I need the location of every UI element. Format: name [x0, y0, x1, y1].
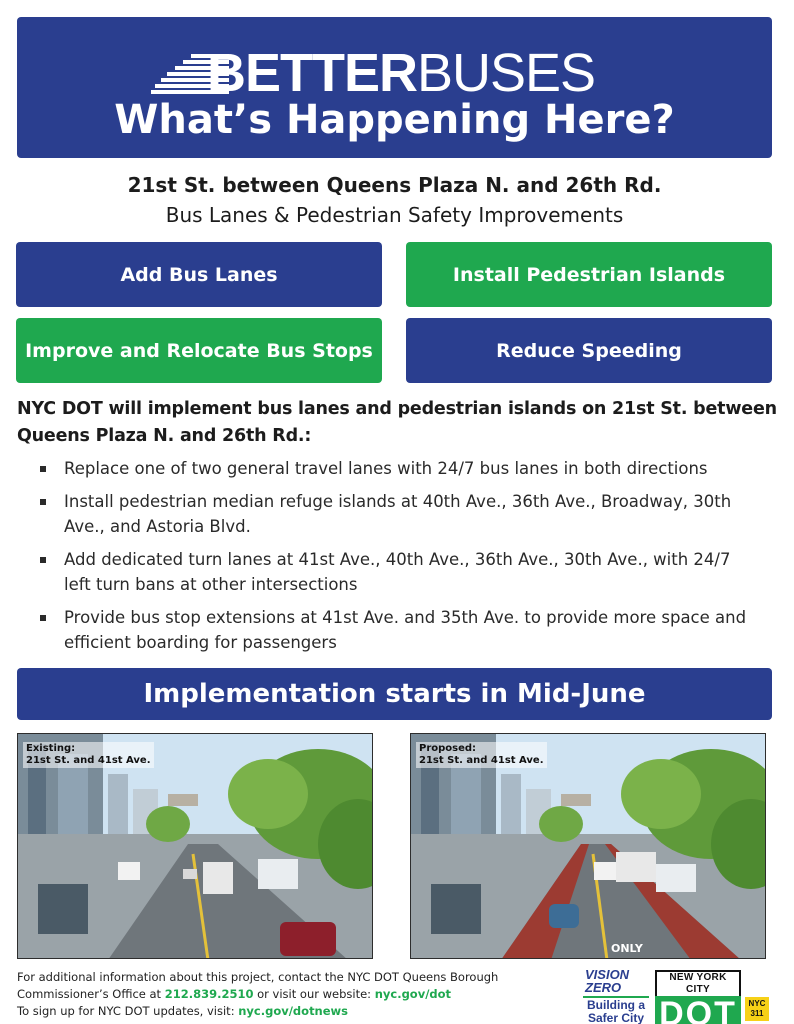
label-line: Proposed:	[419, 743, 477, 754]
improve-bus-stops-tile: Improve and Relocate Bus Stops	[16, 318, 382, 383]
dot-logo-top: NEW YORK CITY	[655, 970, 741, 996]
label-line: 21st St. and 41st Ave.	[419, 755, 544, 766]
tagline-line: Building a	[587, 998, 645, 1012]
nyc-311-logo	[745, 997, 769, 1021]
footer-line-3	[17, 1003, 537, 1020]
better-buses-logo	[17, 43, 772, 103]
phone-link[interactable]: 212.839.2510	[164, 987, 254, 1001]
tagline-line: Safer City	[587, 1011, 645, 1024]
footer-text: To sign up for NYC DOT updates, visit:	[17, 1004, 239, 1018]
only-road-marking: ONLY	[611, 942, 643, 955]
list-item: Provide bus stop extensions at 41st Ave. and 35th Ave. to provide more space and efficient boarding for passengers	[40, 605, 760, 655]
add-bus-lanes-tile: Add Bus Lanes	[16, 242, 382, 307]
proposed-street-photo	[410, 733, 766, 959]
logo-bold-text: BETTER	[207, 43, 417, 103]
project-location: 21st St. between Queens Plaza N. and 26th Rd.	[127, 173, 662, 197]
proposed-photo-label	[416, 742, 547, 768]
nyc-dot-logo	[655, 970, 741, 1024]
intro-statement: NYC DOT will implement bus lanes and pedestrian islands on 21st St. between Queens Plaza N. and 26th Rd.:	[17, 399, 777, 446]
install-pedestrian-islands-tile: Install Pedestrian Islands	[406, 242, 772, 307]
contact-info	[17, 969, 537, 1020]
label-line: 21st St. and 41st Ave.	[26, 755, 151, 766]
existing-street-photo	[17, 733, 373, 959]
list-item: Install pedestrian median refuge islands at 40th Ave., 36th Ave., Broadway, 30th Ave., and Astoria Blvd.	[40, 489, 760, 539]
footer-text: or visit our website:	[253, 987, 375, 1001]
vision-zero-title: VISION ZERO	[585, 967, 630, 995]
nyc311-line: 311	[750, 1009, 764, 1018]
footer-text: Commissioner’s Office at	[17, 987, 165, 1001]
list-item: Replace one of two general travel lanes with 24/7 bus lanes in both directions	[40, 456, 760, 481]
implementation-banner: Implementation starts in Mid-June	[17, 668, 772, 720]
vision-zero-logo	[583, 968, 649, 1022]
footer-line-1: For additional information about this project, contact the NYC DOT Queens Borough	[17, 970, 499, 984]
page-title: What’s Happening Here?	[114, 97, 675, 143]
footer-line-2	[17, 986, 537, 1003]
improvement-list	[40, 456, 760, 663]
website-link[interactable]: nyc.gov/dot	[374, 987, 452, 1001]
logo-wordmark	[207, 43, 595, 103]
nyc311-line: NYC	[748, 999, 766, 1008]
project-subtitle: Bus Lanes & Pedestrian Safety Improvements	[165, 203, 624, 227]
existing-photo-label	[23, 742, 154, 768]
dot-logo-main: DOT	[655, 996, 741, 1024]
updates-link[interactable]: nyc.gov/dotnews	[238, 1004, 349, 1018]
header-banner	[17, 17, 772, 158]
label-line: Existing:	[26, 743, 76, 754]
reduce-speeding-tile: Reduce Speeding	[406, 318, 772, 383]
list-item: Add dedicated turn lanes at 41st Ave., 40th Ave., 36th Ave., 30th Ave., with 24/7 left turn bans at other intersections	[40, 547, 760, 597]
vision-zero-tagline	[583, 996, 649, 1024]
logo-light-text: BUSES	[417, 43, 596, 103]
